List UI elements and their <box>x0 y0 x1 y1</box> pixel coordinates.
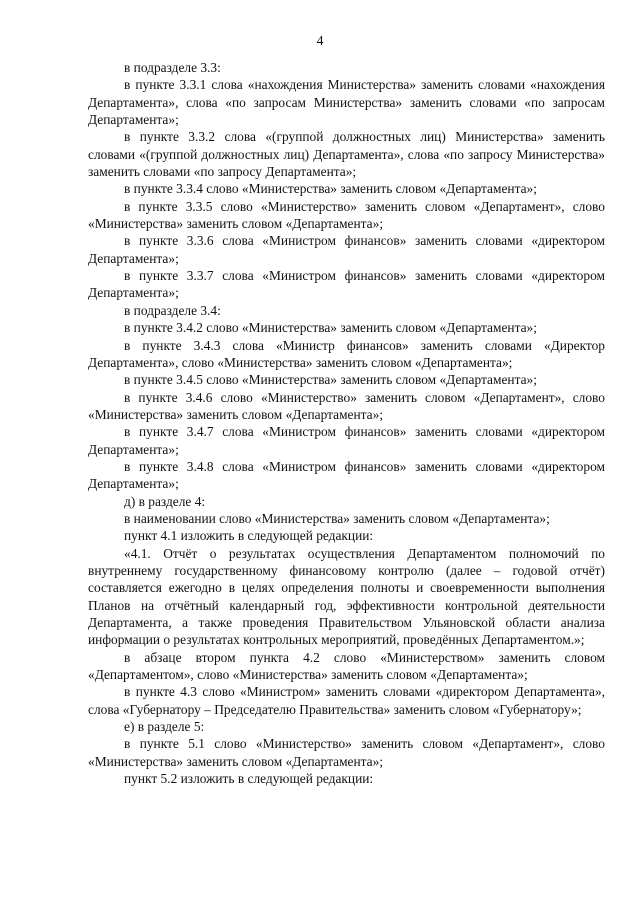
paragraph: в пункте 3.3.4 слово «Министерства» заменить словом «Департамента»; <box>124 181 537 197</box>
paragraph: в пункте 3.4.7 слова «Министром финансов» заменить словами «директором Департамента»; <box>88 424 605 457</box>
paragraph: в наименовании слово «Министерства» заменить словом «Департамента»; <box>124 510 550 526</box>
paragraph: в пункте 3.4.5 слово «Министерства» заменить словом «Департамента»; <box>124 372 537 388</box>
paragraph: в пункте 3.3.7 слова «Министром финансов» заменить словами «директором Департамента»; <box>88 268 605 301</box>
paragraph: в пункте 4.3 слово «Министром» заменить словами «директором Департамента», слова «Губернатору – Председателю Правительства» заменить словом «Губернатору»; <box>88 684 605 717</box>
paragraph: в подразделе 3.4: <box>124 302 221 318</box>
paragraph: в пункте 5.1 слово «Министерство» заменить словом «Департамент», слово «Министерства» заменить словом «Департамента»; <box>88 736 605 769</box>
paragraph: д) в разделе 4: <box>124 493 206 509</box>
paragraph: пункт 4.1 изложить в следующей редакции: <box>124 528 374 544</box>
paragraph: в пункте 3.4.3 слова «Министр финансов» заменить словами «Директор Департамента», слово «Министерства» заменить словом «Департамента»; <box>88 337 605 370</box>
paragraph: е) в разделе 5: <box>124 719 205 735</box>
paragraph: в пункте 3.4.6 слово «Министерство» заменить словом «Департамент», слово «Министерства» заменить словом «Департамента»; <box>88 389 605 422</box>
paragraph: в пункте 3.3.2 слова «(группой должностных лиц) Министерства» заменить словами «(группой должностных лиц) Департамента», слова «по запросу Министерства» заменить словами «по запросу Департамента»; <box>88 129 605 180</box>
paragraph: пункт 5.2 изложить в следующей редакции: <box>124 771 374 787</box>
paragraph: в пункте 3.4.2 слово «Министерства» заменить словом «Департамента»; <box>124 320 537 336</box>
paragraph: в пункте 3.3.6 слова «Министром финансов» заменить словами «директором Департамента»; <box>88 233 605 266</box>
paragraph: в абзаце втором пункта 4.2 слово «Министерством» заменить словом «Департаментом», слово «Министерства» заменить словом «Департамента»; <box>88 649 605 683</box>
paragraph: в пункте 3.4.8 слова «Министром финансов» заменить словами «директором Департамента»; <box>88 458 605 492</box>
paragraph: в пункте 3.3.1 слова «нахождения Министерства» заменить словами «нахождения Департамента», слова «по запросам Министерства» заменить словами «по запросам Департамента»; <box>88 77 605 128</box>
document-body <box>88 59 605 787</box>
paragraph: в подразделе 3.3: <box>124 60 221 75</box>
paragraph: в пункте 3.3.5 слово «Министерство» заменить словом «Департамент», слово «Министерства» заменить словом «Департамента»; <box>88 198 605 232</box>
page-number: 4 <box>316 34 324 49</box>
paragraph: «4.1. Отчёт о результатах осуществления Департаментом полномочий по внутреннему государственному финансовому контролю (далее – годовой отчёт) составляется ежегодно в целях определения полноты и своевременности выполнения Планов на отчётный календарный год, эффективности контрольной деятельности Департамента, а также проведения Правительством Ульяновской области анализа информации о результатах контрольных мероприятий, проведённых Департаментом.»; <box>88 545 605 648</box>
